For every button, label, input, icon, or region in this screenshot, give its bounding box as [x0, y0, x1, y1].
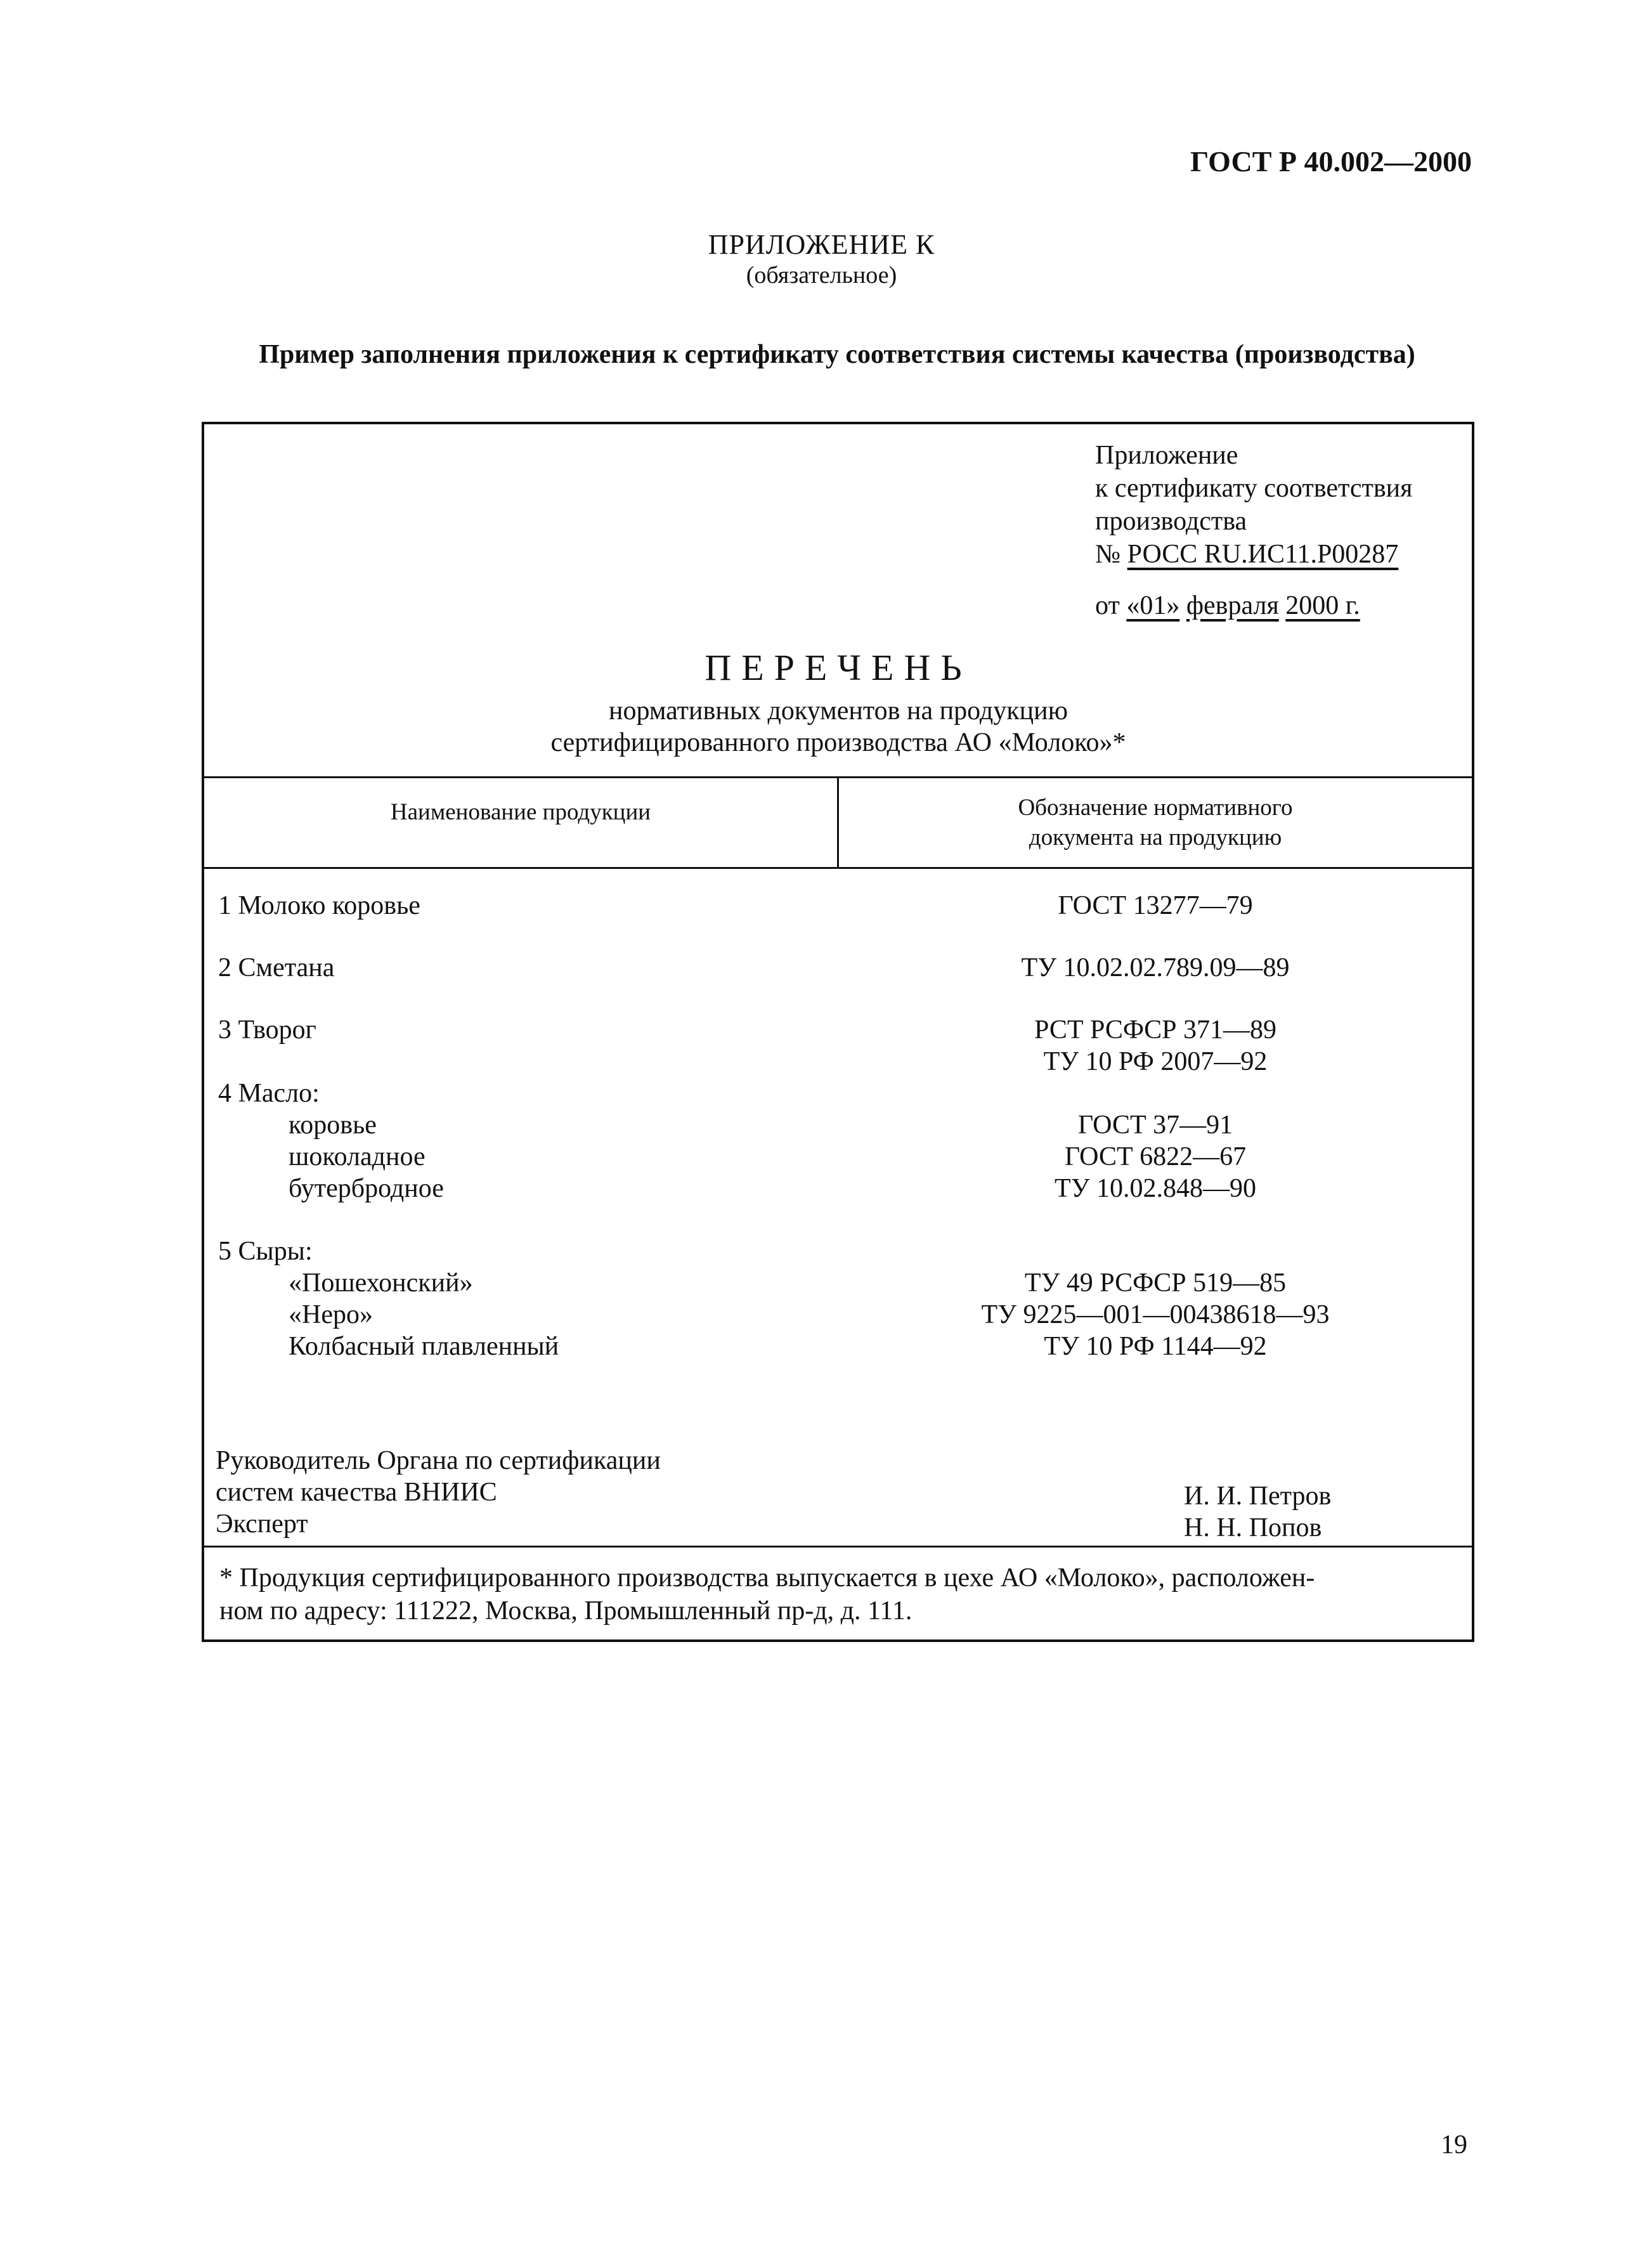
table-row-name: 5 Сыры:	[218, 1237, 313, 1266]
table-row-name: «Неро»	[289, 1300, 373, 1329]
column-header-product: Наименование продукции	[390, 799, 651, 825]
signature-head-line-1: Руководитель Органа по сертификации	[216, 1446, 661, 1475]
annex-title: ПРИЛОЖЕНИЕ К	[708, 229, 935, 260]
annex-type: (обязательное)	[746, 262, 897, 289]
signature-expert-label: Эксперт	[216, 1509, 308, 1539]
table-row-name: 2 Сметана	[218, 953, 335, 982]
footnote-rule	[204, 1546, 1472, 1548]
table-row-name: Колбасный плавленный	[289, 1332, 559, 1361]
table-row-doc: ТУ 49 РСФСР 519—85	[1024, 1268, 1287, 1298]
signature-head-name: И. И. Петров	[1184, 1482, 1332, 1511]
table-row-doc: ГОСТ 6822—67	[1064, 1142, 1247, 1171]
certificate-date-line	[1095, 590, 1360, 621]
column-divider	[837, 776, 839, 867]
certificate-number: РОСС RU.ИС11.Р00287	[1127, 540, 1399, 569]
table-row-doc: РСТ РСФСР 371—89	[1034, 1015, 1276, 1045]
attachment-line-3: производства	[1095, 507, 1247, 536]
footnote-line-1: * Продукция сертифицированного производства выпускается в цехе АО «Молоко», расположен-	[219, 1563, 1315, 1593]
list-title: ПЕРЕЧЕНЬ	[705, 647, 972, 688]
column-header-doc-1: Обозначение нормативного	[1018, 795, 1293, 821]
annex-heading: Пример заполнения приложения к сертификату соответствия системы качества (производства)	[259, 340, 1415, 369]
document-code: ГОСТ Р 40.002—2000	[1190, 145, 1472, 178]
attachment-line-2: к сертификату соответствия	[1095, 474, 1413, 503]
attachment-line-1: Приложение	[1095, 441, 1238, 470]
table-row-doc: ТУ 10 РФ 1144—92	[1044, 1332, 1267, 1361]
footnote-line-2: ном по адресу: 111222, Москва, Промышленный пр-д, д. 111.	[219, 1596, 912, 1626]
certificate-form	[202, 422, 1474, 1642]
number-prefix: №	[1095, 540, 1121, 569]
column-header-doc-2: документа на продукцию	[1029, 824, 1282, 850]
table-row-name: бутербродное	[289, 1174, 444, 1203]
table-header-rule	[204, 867, 1472, 869]
table-row-doc: ТУ 10 РФ 2007—92	[1043, 1047, 1268, 1076]
table-row-name: шоколадное	[289, 1142, 425, 1171]
table-row-doc: ГОСТ 37—91	[1077, 1111, 1233, 1140]
table-row-name: «Пошехонский»	[289, 1268, 473, 1298]
certificate-number-line	[1095, 539, 1398, 570]
date-month: февраля	[1186, 591, 1279, 620]
table-row-doc: ГОСТ 13277—79	[1058, 891, 1253, 920]
table-row-name: 1 Молоко коровье	[218, 891, 420, 920]
list-subtitle-1: нормативных документов на продукцию	[609, 696, 1068, 726]
list-subtitle-2: сертифицированного производства АО «Молоко»*	[550, 728, 1126, 757]
signature-head-line-2: систем качества ВНИИС	[216, 1478, 497, 1507]
page-number: 19	[1441, 2130, 1467, 2160]
date-year: 2000 г.	[1285, 591, 1360, 620]
date-day: «01»	[1126, 591, 1180, 620]
table-row-doc: ТУ 9225—001—00438618—93	[981, 1300, 1330, 1329]
signature-expert-name: Н. Н. Попов	[1184, 1513, 1322, 1542]
table-row-doc: ТУ 10.02.02.789.09—89	[1021, 953, 1290, 982]
table-row-name: коровье	[289, 1111, 377, 1140]
table-row-name: 3 Творог	[218, 1015, 316, 1045]
table-row-doc: ТУ 10.02.848—90	[1055, 1174, 1256, 1203]
date-prefix: от	[1095, 591, 1120, 620]
table-row-name: 4 Масло:	[218, 1079, 320, 1108]
